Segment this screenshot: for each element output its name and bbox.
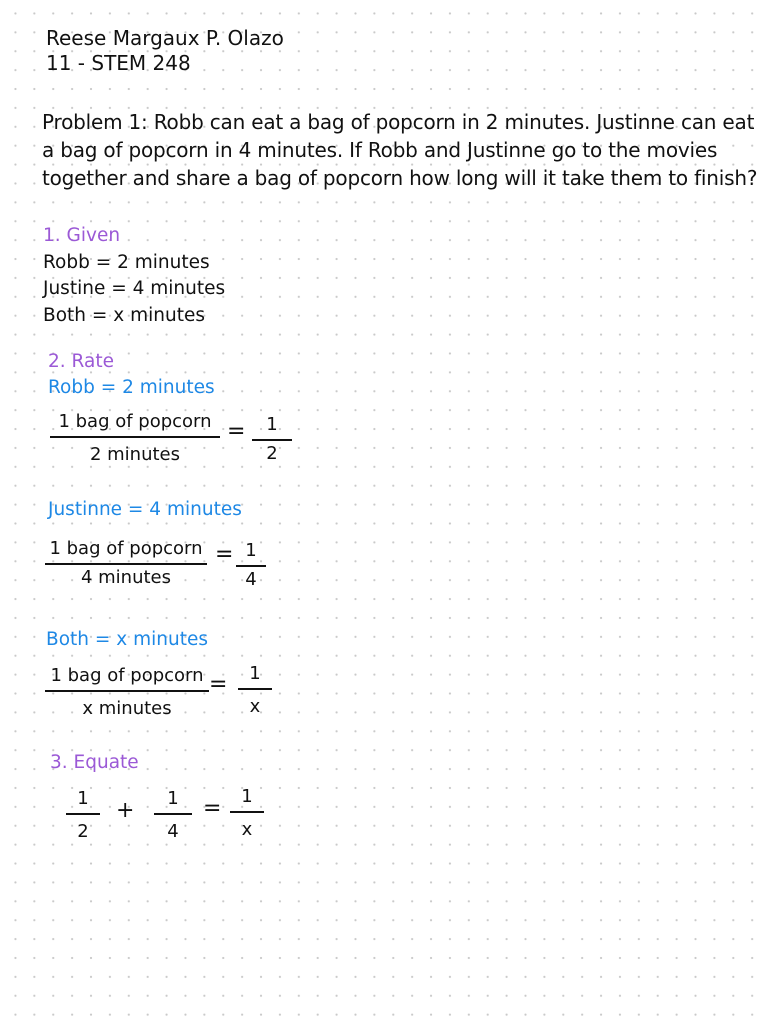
equate-heading: 3. Equate [50,752,139,773]
fraction-numerator: 1 [167,788,179,809]
given-both: Both = x minutes [43,305,205,326]
both-rate-result [238,663,272,718]
fraction-denominator: 2 minutes [89,443,181,465]
fraction-numerator: 1 [77,788,89,809]
fraction-denominator: 2 [77,820,89,842]
equate-term-2 [154,788,192,843]
fraction-numerator: 1 [266,414,278,435]
fraction-numerator: 1 bag of popcorn [50,665,204,686]
equals-sign: = [209,672,228,697]
robb-rate-result [252,414,292,465]
equals-sign: = [215,542,234,567]
fraction-numerator: 1 [241,786,253,807]
class-section: 11 - STEM 248 [46,51,191,75]
problem-line-1: Problem 1: Robb can eat a bag of popcorn in 2 minutes. Justinne can eat [42,110,755,134]
rate-heading: 2. Rate [48,351,114,372]
rate-justinne-label: Justinne = 4 minutes [48,499,242,520]
equals-sign: = [227,419,246,444]
problem-line-3: together and share a bag of popcorn how long will it take them to finish? [42,166,758,190]
both-rate-fraction [45,665,209,720]
fraction-denominator: 4 [245,568,257,590]
plus-sign: + [116,798,135,823]
fraction-denominator: 2 [266,442,278,464]
fraction-numerator: 1 [249,663,261,684]
author-name: Reese Margaux P. Olazo [46,26,284,50]
problem-line-2: a bag of popcorn in 4 minutes. If Robb and Justinne go to the movies [42,138,718,162]
equals-sign: = [203,796,222,821]
given-justine: Justine = 4 minutes [43,278,226,299]
justinne-rate-fraction [45,538,207,589]
rate-robb-label: Robb = 2 minutes [48,377,215,398]
fraction-denominator: x [249,695,261,717]
justinne-rate-result [236,540,266,591]
fraction-denominator: 4 [167,820,179,842]
given-robb: Robb = 2 minutes [43,252,210,273]
equate-result [230,786,264,841]
fraction-denominator: 4 minutes [80,566,172,588]
fraction-numerator: 1 bag of popcorn [49,538,203,559]
fraction-denominator: x minutes [82,697,172,719]
given-heading: 1. Given [43,225,121,246]
rate-both-label: Both = x minutes [46,629,208,650]
problem-statement [42,108,758,192]
fraction-denominator: x [241,818,253,840]
fraction-numerator: 1 [245,540,257,561]
equate-term-1 [66,788,100,843]
fraction-numerator: 1 bag of popcorn [58,411,212,432]
robb-rate-fraction [50,411,220,466]
